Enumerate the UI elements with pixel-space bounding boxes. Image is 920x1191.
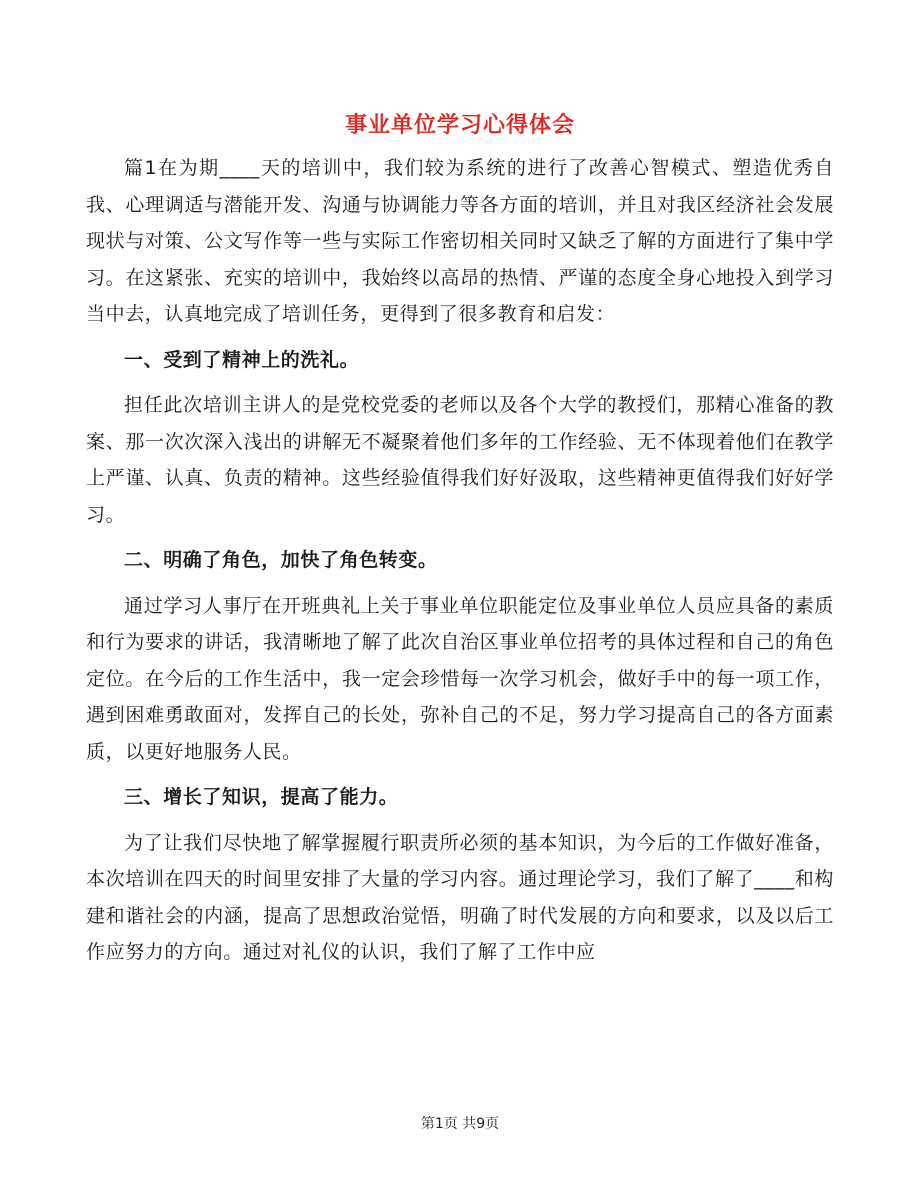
paragraph-intro: 篇1在为期____天的培训中，我们较为系统的进行了改善心智模式、塑造优秀自我、心理调适与潜能开发、沟通与协调能力等各方面的培训，并且对我区经济社会发展现状与对策、公文写作等一些与实际工作密切相关同时又缺乏了解的方面进行了集中学习。在这紧张、充实的培训中，我始终以高昂的热情、严谨的态度全身心地投入到学习当中去，认真地完成了培训任务，更得到了很多教育和启发： bbox=[86, 157, 834, 325]
section-heading-2: 二、明确了角色，加快了角色转变。 bbox=[124, 549, 438, 571]
paragraph-section-1: 担任此次培训主讲人的是党校党委的老师以及各个大学的教授们，那精心准备的教案、那一次次深入浅出的讲解无不凝聚着他们多年的工作经验、无不体现着他们在教学上严谨、认真、负责的精神。这些经验值得我们好好汲取，这些精神更值得我们好好学习。 bbox=[86, 394, 834, 526]
paragraph-section-3: 为了让我们尽快地了解掌握履行职责所必须的基本知识，为今后的工作做好准备，本次培训在四天的时间里安排了大量的学习内容。通过理论学习，我们了解了____和构建和谐社会的内涵，提高了思想政治觉悟，明确了时代发展的方向和要求，以及以后工作应努力的方向。通过对礼仪的认识，我们了解了工作中应 bbox=[86, 831, 834, 963]
page-number-footer: 第1页 共9页 bbox=[420, 1116, 500, 1132]
section-heading-3: 三、增长了知识，提高了能力。 bbox=[124, 786, 399, 808]
document-title: 事业单位学习心得体会 bbox=[344, 113, 575, 138]
section-heading-1: 一、受到了精神上的洗礼。 bbox=[124, 348, 360, 371]
document-body bbox=[86, 150, 834, 971]
paragraph-section-2: 通过学习人事厅在开班典礼上关于事业单位职能定位及事业单位人员应具备的素质和行为要求的讲话，我清晰地了解了此次自治区事业单位招考的具体过程和自己的角色定位。在今后的工作生活中，我一定会珍惜每一次学习机会，做好手中的每一项工作，遇到困难勇敢面对，发挥自己的长处，弥补自己的不足，努力学习提高自己的各方面素质，以更好地服务人民。 bbox=[86, 594, 834, 763]
